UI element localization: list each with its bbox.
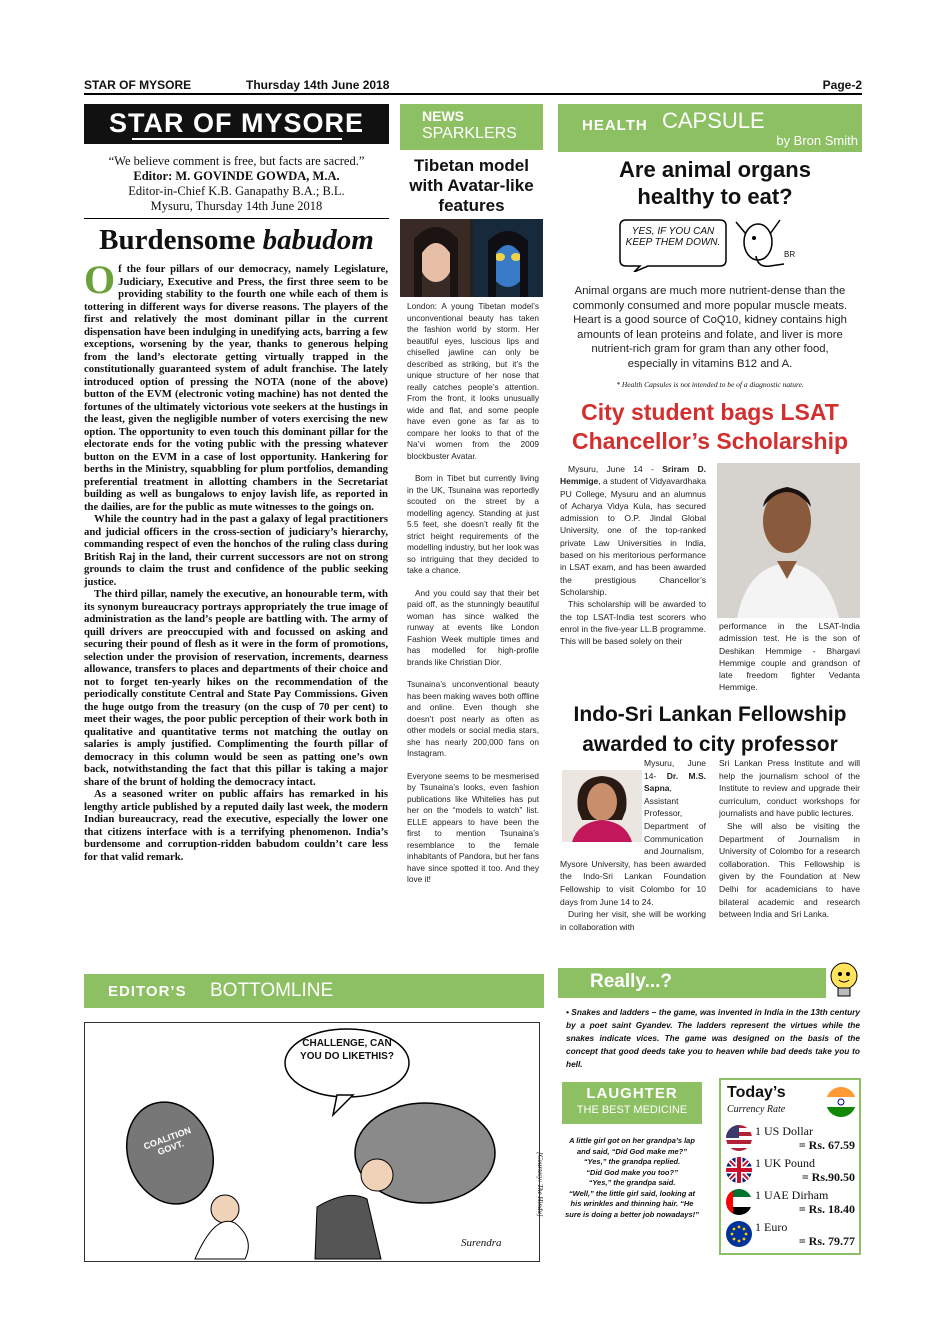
- currency-row: [721, 1186, 859, 1218]
- currency-name: 1 UAE Dirham: [755, 1188, 829, 1202]
- bottomline-cartoon: [84, 1022, 540, 1262]
- fellowship-paragraph-2: During her visit, she will be working in collaboration with: [560, 909, 706, 932]
- really-label: Really...?: [590, 971, 673, 992]
- uk-flag-icon: [725, 1156, 753, 1184]
- lsat-headline-line1: City student bags LSAT: [581, 399, 839, 425]
- us-flag-icon: [725, 1124, 753, 1152]
- joke-line-3: “Did God make you too?”: [586, 1167, 678, 1177]
- currency-name: 1 UK Pound: [755, 1156, 816, 1170]
- really-text: • Snakes and ladders – the game, was invented in India in the 13th century by a poet saint Gyandev. The ladders represent the virtues while the snakes indicate vices. The game was designed on the basis of the concept that good deeds take you to heaven while bad deeds take you to hell.: [566, 1007, 860, 1069]
- lsat-paragraph-2: This scholarship will be awarded to the top LSAT-India test scorers who enrol in the five-year LL.B programme. This will be based solely on their: [560, 599, 706, 647]
- masthead-info: [84, 154, 389, 214]
- editorial-title-main: Burdensome: [99, 224, 263, 256]
- health-cartoon-signature: BR: [784, 250, 796, 259]
- lsat-headline-line2: Chancellor’s Scholarship: [571, 428, 849, 454]
- lsat-paragraph-1: Mysuru, June 14 - Sriram D. Hemmige, a student of Vidyavardhaka PU College, Mysuru and an alumnus of Acharya Vidya Kula, has secured admission to O.P. Jindal Global University, one of the top-ranked private Law Universities in India, based on his meritorious performance in LSAT exam, and has been awarded the prestigious Chancellor’s Scholarship.: [560, 464, 707, 597]
- news-photo: [400, 219, 543, 297]
- lsat-student-photo-art: [717, 463, 860, 618]
- uae-flag-icon: [725, 1188, 753, 1216]
- laughter-joke: [565, 1136, 699, 1220]
- joke-line-5: “Well,” the little girl said, looking at his wrinkles and thinning hair. “He sure is doing a better job nowadays!”: [565, 1188, 699, 1219]
- health-cartoon-bubble: YES, IF YOU CAN KEEP THEM DOWN.: [625, 226, 721, 248]
- currency-box: [719, 1078, 861, 1255]
- fellowship-paragraph-3: Sri Lankan Press Institute and will help the journalism school of the Institute to review and upgrade their curriculum, conduct workshops for journalists and have public lectures.: [719, 758, 860, 819]
- masthead-banner: [84, 104, 389, 144]
- sparklers-label: SPARKLERS: [422, 125, 517, 142]
- news-label: NEWS: [422, 108, 464, 124]
- really-banner: [558, 968, 826, 998]
- currency-row: [721, 1154, 859, 1186]
- masthead-rule: [84, 218, 389, 219]
- currency-name: 1 US Dollar: [755, 1124, 813, 1138]
- bottomline-boulder-label: COALITION GOVT.: [142, 1125, 193, 1158]
- news-sparklers-banner: [400, 104, 543, 150]
- editorial-title: [84, 224, 389, 257]
- lsat-student-name: Sriram D. Hemmige: [560, 464, 707, 487]
- masthead-title: STAR OF MYSORE: [108, 108, 364, 138]
- fellowship-professor-name: Dr. M.S. Sapna: [644, 770, 706, 794]
- currency-row: [721, 1122, 859, 1154]
- editors-bottomline-banner: [84, 974, 544, 1008]
- editorial-dropcap: O: [84, 257, 116, 302]
- bottomline-courtesy: [Courtesy: The Hindu]: [536, 1152, 544, 1217]
- fellowship-body-left: [560, 757, 706, 933]
- eu-flag-icon: [725, 1220, 753, 1248]
- really-bullet: •: [566, 1007, 572, 1017]
- fellowship-paragraph-4: She will also be visiting the Department of Journalism in University of Colombo for a research collaboration. This Fellowship is given by the Foundation at New Delhi for academicians to have bilateral academic and research between India and Sri Lanka.: [719, 820, 860, 920]
- laughter-label: LAUGHTER: [586, 1085, 678, 1102]
- editorial-paragraph-4: As a seasoned writer on public affairs has remarked in his lengthy article published by a reputed daily last week, the modern Indian bureaucracy, read the executive, especially the lower one that citizens interface with is a terrifying phenomenon. India’s burdensome and corruption-ridden babudom couldn’t care less for that valid remark.: [84, 788, 388, 863]
- currency-rate: = Rs. 79.77: [798, 1234, 855, 1248]
- currency-row: [721, 1218, 859, 1250]
- health-note: * Health Capsules is not intended to be of a diagnostic nature.: [616, 380, 804, 389]
- lightbulb-icon: [826, 960, 862, 1002]
- health-label: HEALTH: [582, 117, 648, 134]
- currency-rate: = Rs. 18.40: [798, 1202, 855, 1216]
- bottomline-signature: Surendra: [461, 1237, 502, 1249]
- currency-title: Today’s: [727, 1084, 786, 1101]
- fellowship-headline-line1: Indo-Sri Lankan Fellowship: [573, 703, 847, 726]
- news-paragraph-5: Everyone seems to be mesmerised by Tsunaina’s looks, even fashion publications like Whitelies has put her on the “models to watch” list. ELLE appears to have been the first to mention Tsunaina’s resemblance to the female inhabitants of Pandora, but her fans have since spotted it too. And they love it!: [407, 770, 539, 884]
- fellowship-headline: [558, 700, 862, 760]
- health-cartoon: [608, 214, 808, 272]
- editors-label: EDITOR’S: [108, 983, 187, 1000]
- capsule-label: CAPSULE: [662, 108, 765, 133]
- editorial-paragraph-3: The third pillar, namely the executive, an honourable term, with its synonym bureaucracy portrays appropriately the true image of administration as the land’s people are battling with. The army of quill drivers are preoccupied with and focussed on asking and securing their pound of flesh as it were in the form of promotions, selection under the provision of reservation, increments, dearness allowance, transfers to places and departments of their choice and not to forget ten-yearly hikes on the recommendation of the periodically constitute Central and State Pay Commissions. Given the huge outgo from the treasury (on the cusp of 70 per cent) to meet their wages, the poor public perception of their work both in qualitative and quantitative terms not matching the outlay on salaries is amply justified. Complimenting the fourth pillar of democracy in this column would be seen as patting one’s own back, notwithstanding the fact that this pillar is taking a major share of the brunt of holding the democracy intact.: [84, 588, 388, 788]
- lsat-paragraph-3: performance in the LSAT-India admission test. He is the son of Deshikan Hemmige - Bhargavi Hemmige couple and grandson of late freedom fighter Vedanta Hemmige.: [719, 621, 860, 693]
- health-capsule-banner: [558, 104, 862, 152]
- page-header: [84, 78, 862, 92]
- fellowship-paragraph-1b: Mysore University, has been awarded the Indo-Sri Lankan Foundation Fellowship to visit Colombo for 10 days from June 14 to 24.: [560, 858, 706, 907]
- header-page-number: Page-2: [822, 78, 862, 92]
- fellowship-headline-line2: awarded to city professor: [582, 733, 838, 756]
- news-photo-art: [400, 219, 543, 297]
- currency-rate: = Rs.90.50: [801, 1170, 855, 1184]
- currency-name: 1 Euro: [755, 1220, 788, 1234]
- editorial-body: [84, 257, 388, 863]
- currency-subtitle: Currency Rate: [727, 1104, 786, 1115]
- lsat-body-left: [560, 463, 706, 647]
- news-headline: Tibetan model with Avatar-like features: [409, 156, 534, 215]
- header-paper-name: STAR OF MYSORE: [84, 78, 192, 92]
- masthead-underline: [132, 138, 342, 140]
- laughter-banner: [562, 1082, 702, 1124]
- header-date: Thursday 14th June 2018: [246, 78, 390, 92]
- india-flag-icon: [825, 1086, 857, 1118]
- bottomline-label: BOTTOMLINE: [210, 980, 334, 1001]
- news-paragraph-1: London: A young Tibetan model’s unconventional beauty has taken the fashion world by storm. Her beautiful eyes, luscious lips and chiselled jawline can only be described as striking, but it’s the unique structure of her nose that really catches people’s attention. From the front, it looks unusually wide and flat, and some people have even gone as far as to compare her looks to that of the Na’vi women from the 2009 blockbuster Avatar.: [407, 301, 539, 461]
- currency-rate: = Rs. 67.59: [798, 1138, 855, 1152]
- masthead-chief: Editor-in-Chief K.B. Ganapathy B.A.; B.L.: [128, 184, 345, 198]
- masthead-motto: “We believe comment is free, but facts are sacred.”: [108, 154, 365, 168]
- masthead-editor: Editor: M. GOVINDE GOWDA, M.A.: [133, 169, 340, 183]
- health-headline: Are animal organs healthy to eat?: [619, 157, 811, 209]
- news-paragraph-3: And you could say that their bet paid off, as the stunningly beautiful woman has since walked the runway at events like London Fashion Week multiple times and has modelled for high-profile brands like Christian Dior.: [407, 587, 539, 667]
- best-medicine-label: THE BEST MEDICINE: [576, 1104, 688, 1116]
- editorial-title-italic: babudom: [262, 224, 374, 256]
- lsat-headline: [558, 398, 862, 456]
- news-paragraph-2: Born in Tibet but currently living in the UK, Tsunaina was reportedly scouted on the street by a modelling agency. Standing at just 5.5 feet, she doesn’t really fit the strict height requirements of the modelling industry, but her look was so intriguing that they decided to take a chance.: [407, 473, 539, 575]
- lsat-student-photo: [717, 463, 860, 618]
- health-body: Animal organs are much more nutrient-dense than the commonly consumed and more popular muscle meats. Heart is a good source of CoQ10, kidney contains high amounts of lean proteins and folate, and liver is more nutrient-rich gram for gram than any other food, especially in vitamins B12 and A.: [572, 285, 848, 370]
- bottomline-speech-bubble: CHALLENGE, CAN YOU DO LIKETHIS?: [300, 1038, 394, 1062]
- masthead-dateline: Mysuru, Thursday 14th June 2018: [150, 199, 323, 213]
- fellowship-body-right: [719, 757, 860, 921]
- news-body: [407, 301, 539, 886]
- health-byline: by Bron Smith: [776, 133, 858, 148]
- editorial-paragraph-2: While the country had in the past a galaxy of legal practitioners and judicial officers in the cross-section of judiciary’s hierarchy, commanding respect of even the honchos of the ruling class during British Raj in the land, their current successors are not on strong grounds to claim the trust and confidence of the public seeking justice.: [84, 513, 388, 588]
- joke-line-4: “Yes,” the grandpa said.: [588, 1178, 676, 1187]
- header-rule: [84, 93, 862, 95]
- joke-line-2: “Yes,” the grandpa replied.: [583, 1157, 681, 1166]
- joke-line-1: A little girl got on her grandpa’s lap and said, “Did God make me?”: [569, 1136, 695, 1156]
- fellowship-paragraph-1a: Mysuru, June 14- Dr. M.S. Sapna, Assistant Professor, Department of Communication and Journalism,: [644, 758, 706, 857]
- editorial-paragraph-1: Of the four pillars of our democracy, namely Legislature, Judiciary, Executive and Press, the first three seem to be providing stability to the fourth one while each of them is tottering in different ways for diverse reasons. The players of the first and relatively the most dominant pillar in the current dispensation have been indulging in unedifying acts, barring a few exceptions, worsening by the year, thanks to generous helping from the land’s electorate getting virtually trapped in the constitutionally guaranteed system of adult franchise. The lately introduced option of pressing the NOTA (none of the above) button of the EVM (electronic voting machine) has not dented the fortunes of the ultimately victorious vote seekers at the hustings in the least, given the negligible number of voters exercising the new option. The opportunity to even touch this dominant pillar for the electorate ends for the voting public with the pressing whatever button on the EVM in a case of lost opportunity. Hankering for berths in the Ministry, squabbling for plum portfolios, demanding preferential treatment in allotting chambers in the Secretariat building as well as bungalows to enjoy lavish life, as reported in the dailies, are for the public as mute witnesses to the goings on.: [84, 257, 388, 513]
- news-paragraph-4: Tsunaina’s unconventional beauty has been making waves both offline and online. Even though she doesn’t post nearly as often as other models or social media stars, she has nearly 200,000 fans on Instagram.: [407, 679, 539, 758]
